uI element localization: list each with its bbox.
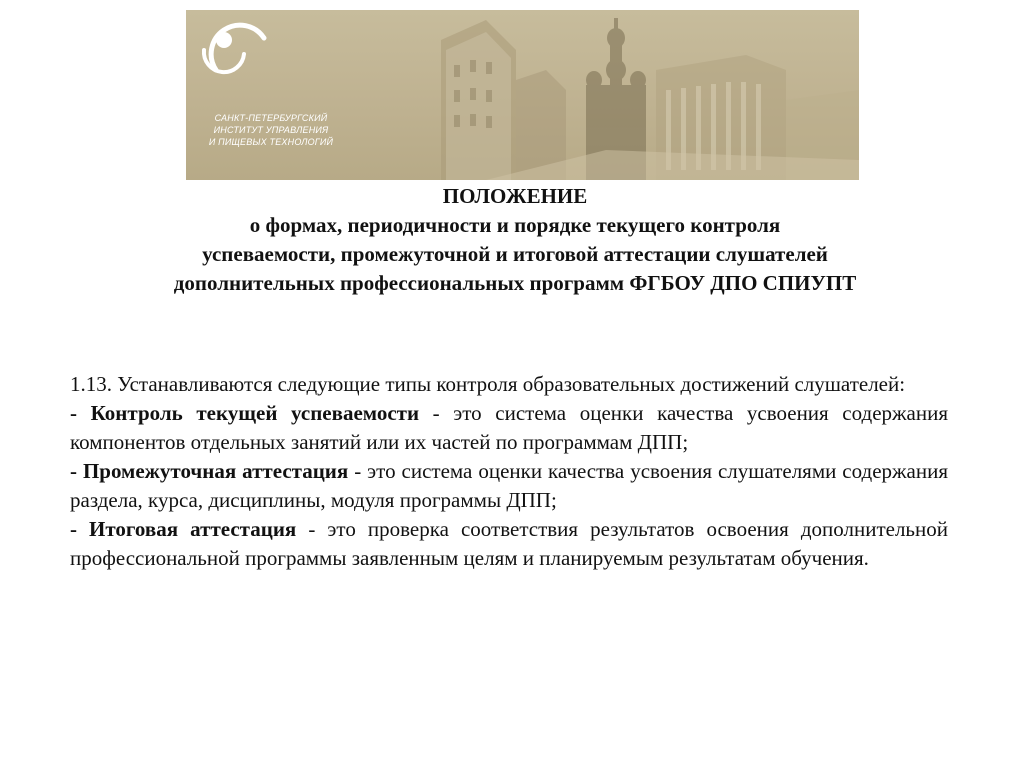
header-banner bbox=[186, 10, 859, 180]
document-subtitle-line-2: успеваемости, промежуточной и итоговой аттестации слушателей bbox=[202, 242, 828, 266]
control-type-item bbox=[70, 457, 948, 515]
document-title: ПОЛОЖЕНИЕ bbox=[442, 184, 588, 208]
intro-paragraph: 1.13. Устанавливаются следующие типы контроля образовательных достижений слушателей: bbox=[70, 372, 906, 396]
document-body bbox=[70, 370, 948, 573]
control-type-definition: - это система оценки качества усвоения слушателями содержания раздела, курса, дисциплины, модуля программы ДПП; bbox=[70, 459, 948, 512]
control-type-term: - Промежуточная аттестация bbox=[70, 459, 349, 483]
institute-name-line: САНКТ-ПЕТЕРБУРГСКИЙ bbox=[214, 113, 328, 123]
control-type-definition: - это система оценки качества усвоения содержания компонентов отдельных занятий или их частей по программам ДПП; bbox=[70, 401, 948, 454]
institute-name bbox=[196, 112, 346, 148]
control-type-definition: - это проверка соответствия результатов освоения дополнительной профессиональной программы заявленным целям и планируемым результатам обучения. bbox=[70, 517, 948, 570]
institute-logo-icon bbox=[186, 10, 276, 80]
document-heading bbox=[70, 182, 960, 298]
institute-name-line: И ПИЩЕВЫХ ТЕХНОЛОГИЙ bbox=[208, 137, 334, 147]
control-type-term: - Итоговая аттестация bbox=[70, 517, 297, 541]
city-skyline-illustration bbox=[186, 10, 859, 180]
control-type-item bbox=[70, 399, 948, 457]
control-type-item bbox=[70, 515, 948, 573]
document-subtitle-line-1: о формах, периодичности и порядке текущего контроля bbox=[249, 213, 781, 237]
institute-name-line: ИНСТИТУТ УПРАВЛЕНИЯ bbox=[213, 125, 329, 135]
document-subtitle-line-3: дополнительных профессиональных программ ФГБОУ ДПО СПИУПТ bbox=[173, 271, 857, 295]
control-type-term: - Контроль текущей успеваемости bbox=[70, 401, 420, 425]
